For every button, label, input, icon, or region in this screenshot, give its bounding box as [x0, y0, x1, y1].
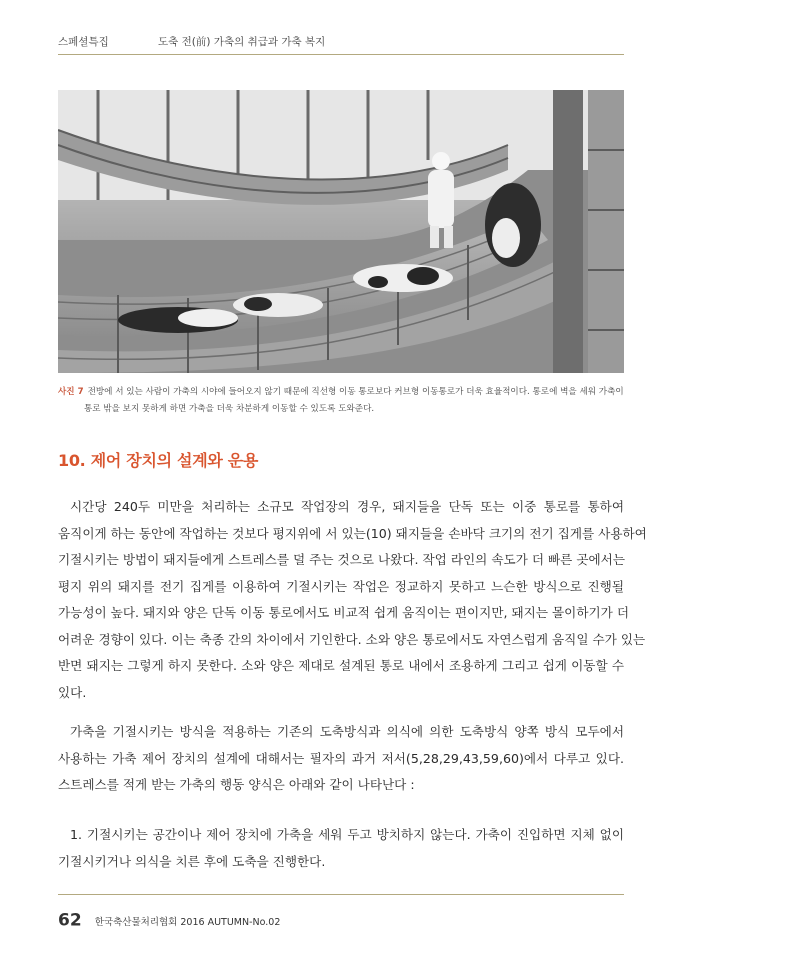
- page-number: 62: [58, 910, 82, 931]
- photo-cattle-curved-chute: [58, 90, 624, 373]
- paragraph-line: 스트레스를 적게 받는 가축의 행동 양식은 아래와 같이 나타난다 :: [58, 777, 415, 792]
- paragraph-line: 움직이게 하는 동안에 작업하는 것보다 평지위에 서 있는(10) 돼지들을 손바닥 크기의 전기 집게를 사용하여: [58, 525, 647, 541]
- header-rule: [58, 54, 624, 55]
- footer-rule: [58, 894, 624, 895]
- caption-line-1: 전방에 서 있는 사람이 가축의 시야에 들어오지 않기 때문에 직선형 이동 통로보다 커브형 이동통로가 더욱 효율적이다. 통로에 벽을 세워 가축이: [87, 387, 624, 397]
- running-header: [58, 34, 624, 52]
- paragraph-line: 기절시키는 방법이 돼지들에게 스트레스를 덜 주는 것으로 나왔다. 작업 라인의 속도가 더 빠른 곳에서는: [58, 552, 625, 567]
- running-title: 도축 전(前) 가축의 취급과 가축 복지: [158, 36, 326, 48]
- section-heading: 10. 제어 장치의 설계와 운용: [58, 451, 259, 470]
- paragraph-line: 시간당 240두 미만을 처리하는 소규모 작업장의 경우, 돼지들을 단독 또는 이중 통로를 통하여: [70, 499, 624, 514]
- paragraph-line: 가능성이 높다. 돼지와 양은 단독 이동 통로에서도 비교적 쉽게 움직이는 편이지만, 돼지는 몰이하기가 더: [58, 605, 630, 620]
- paragraph-2: [58, 719, 624, 799]
- figure-label: 사진 7: [58, 387, 84, 397]
- section-label: 스페셜특집: [58, 36, 109, 48]
- paragraph-line: 있다.: [58, 684, 87, 700]
- publication-info: 한국축산물처리협회 2016 AUTUMN-No.02: [94, 916, 281, 928]
- paragraph-line: 평지 위의 돼지를 전기 집게를 이용하여 기절시키는 작업은 정교하지 못하고 느슨한 방식으로 진행될: [58, 578, 624, 594]
- paragraph-line: 1. 기절시키는 공간이나 제어 장치에 가축을 세워 두고 방치하지 않는다. 가축이 진입하면 지체 없이: [70, 827, 624, 842]
- paragraph-line: 반면 돼지는 그렇게 하지 못한다. 소와 양은 제대로 설계된 통로 내에서 조용하게 그리고 쉽게 이동할 수: [58, 658, 624, 673]
- paragraph-line: 기절시키거나 의식을 치른 후에 도축을 진행한다.: [58, 853, 326, 869]
- caption-line-2: 통로 밖을 보지 못하게 하면 가축을 더욱 차분하게 이동할 수 있도록 도와준다.: [84, 404, 375, 414]
- page-footer: [58, 910, 280, 932]
- paragraph-line: 가축을 기절시키는 방식을 적용하는 기존의 도축방식과 의식에 의한 도축방식 양쪽 방식 모두에서: [70, 724, 624, 739]
- paragraph-1: [58, 494, 647, 706]
- figure-caption: [58, 384, 624, 418]
- paragraph-line: 어려운 경향이 있다. 이는 축종 간의 차이에서 기인한다. 소와 양은 통로에서도 자연스럽게 움직일 수가 있는: [58, 631, 646, 647]
- paragraph-line: 사용하는 가축 제어 장치의 설계에 대해서는 필자의 과거 저서(5,28,29,43,59,60)에서 다루고 있다.: [58, 750, 624, 766]
- list-item-1: [58, 822, 624, 875]
